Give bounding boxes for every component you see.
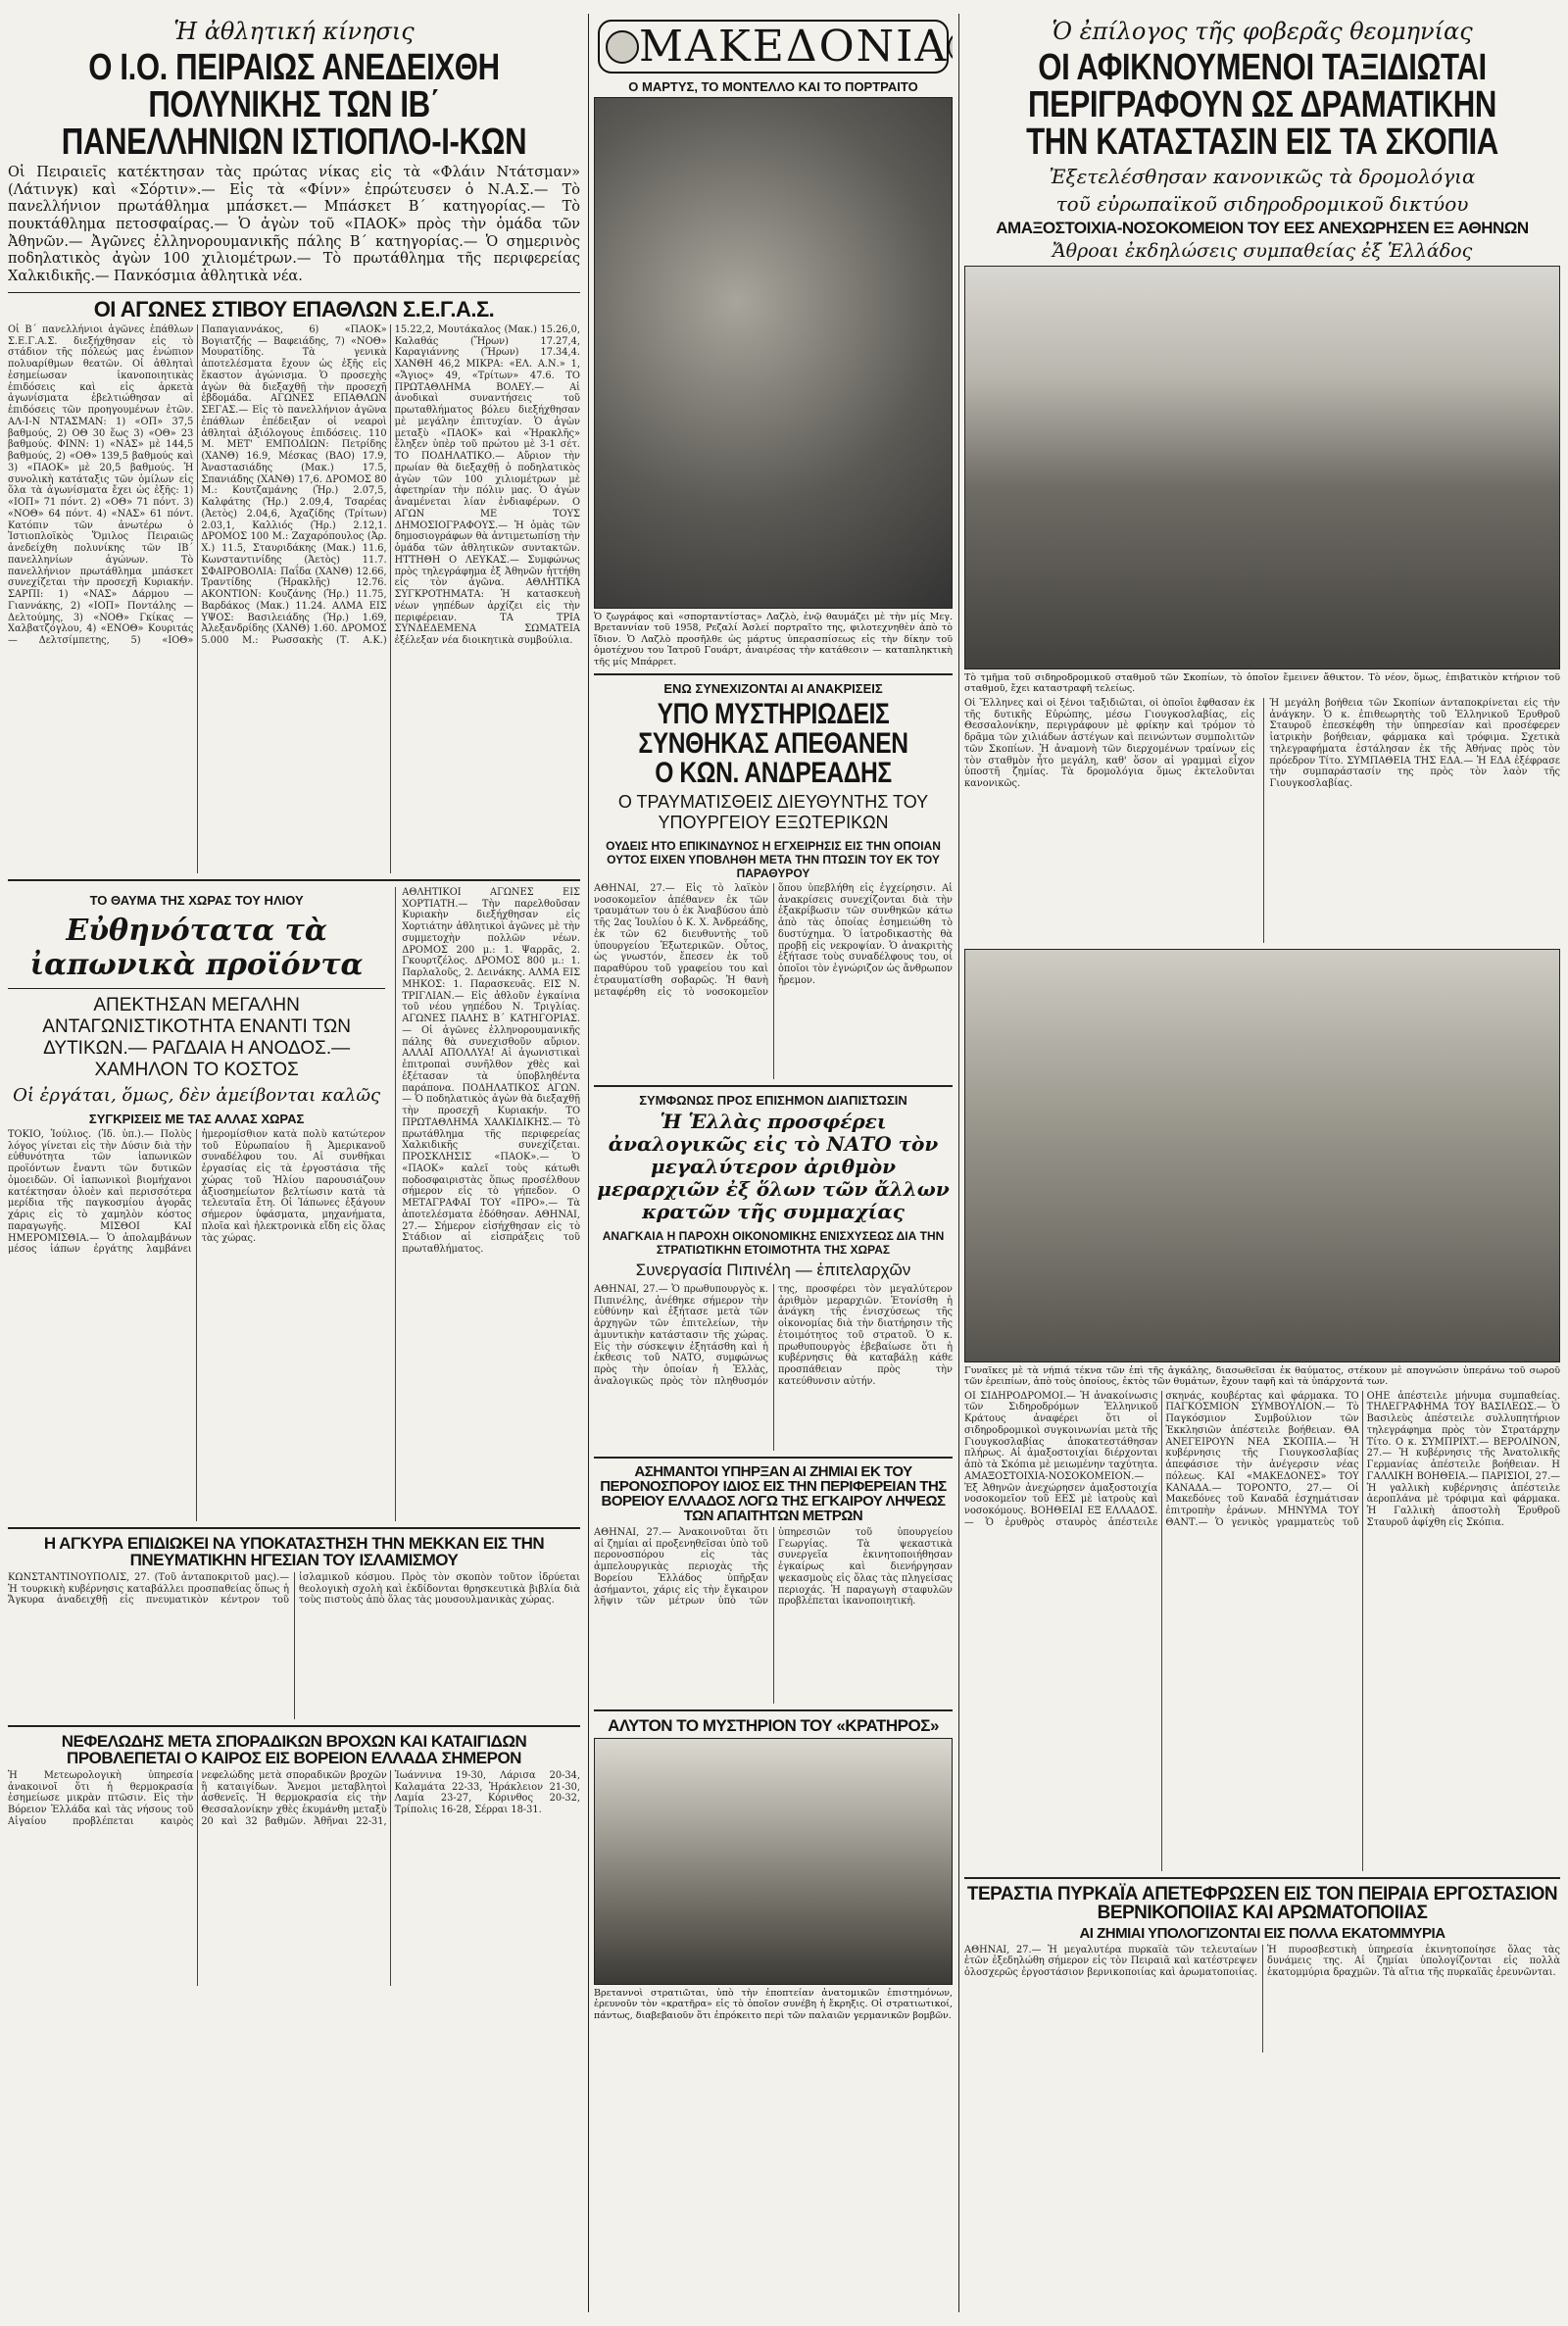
sports-kicker: Ἡ ἀθλητική κίνησις [173, 18, 415, 45]
inquiry-headline: ΥΠΟ ΜΥΣΤΗΡΙΩΔΕΙΣ ΣΥΝΘΗΚΑΣ ΑΠΕΘΑΝΕΝ Ο ΚΩΝ. ΑΝΔΡΕΑΔΗΣ [638, 697, 908, 789]
nato-kicker: ΣΥΜΦΩΝΩΣ ΠΡΟΣ ΕΠΙΣΗΜΟΝ ΔΙΑΠΙΣΤΩΣΙΝ [639, 1092, 907, 1108]
sports-body-text: ΑΘΛΗΤΙΚΟΙ ΑΓΩΝΕΣ ΕΙΣ ΧΟΡΤΙΑΤΗ.— Τὴν παρελθοῦσαν Κυριακὴν διεξήχθησαν εἰς Χορτιάτην ἀθλητικοὶ ἀγῶνες μὲ τὴν συμμετοχὴν πολλῶν νέων. ΔΡΟΜΟΣ 200 μ.: 1. Ψαρρᾶς, 2. Γκουρτζέλος. ΔΡΟΜΟΣ 800 μ.: 1. Παρλαλοῦς, 2. Δεινάκης. ΑΛΜΑ ΕΙΣ ΜΗΚΟΣ: 1. Παρασκευᾶς. ΕΙΣ Ν. ΤΡΙΓΛΙΑΝ.— Εἰς ἀθλοῦν ἐγκαίνια τοῦ νέου γηπέδου Ν. Τριγλίας. ΑΓΩΝΕΣ ΠΑΛΗΣ Β΄ ΚΑΤΗΓΟΡΙΑΣ.— Οἱ ἀγῶνες ἐλληνορουμανικῆς πάλης θὰ συνεχισθοῦν αὔριον. [402, 886, 580, 1048]
quake-body-text: ΟΙ ΣΙΔΗΡΟΔΡΟΜΟΙ.— Ἡ ἀνακοίνωσις τῶν Σιδηροδρόμων Ἑλληνικοῦ Κράτους ἀναφέρει ὅτι οἱ σιδηροδρομικοὶ συγκοινωνίαι μετὰ τῆς Γιουγκοσλαβίας ἀποκατεστάθησαν πλήρως. Αἱ ἀμαξοστοιχίαι διέρχονται ἀπὸ τὰ Σκόπια μὲ μειωμένην ταχύτητα. ΑΜΑΞΟΣΤΟΙΧΙΑ-ΝΟΣΟΚΟΜΕΙΟΝ.— Ἐξ Ἀθηνῶν ἀνεχώρησεν ἀμαξοστοιχία νοσοκομεῖον τοῦ ΕΕΣ μὲ ἰατροὺς καὶ νοσοκόμους. ΒΟΗΘΕΙΑΙ ΕΞ ΕΛΛΑΔΟΣ.— Ὁ ἐρυθρὸς σταυρὸς ἀπέστειλε σκηνάς, κουβέρτας καὶ φάρμακα. [964, 1390, 1339, 1528]
quake-body-1: Οἱ Ἕλληνες καὶ οἱ ξένοι ταξιδιῶται, οἱ ὁποῖοι ἔφθασαν ἐκ τῆς δυτικῆς Εὐρώπης, μέσω Γιουγκοσλαβίας, εἰς Θεσσαλονίκην, περιγράφουν μὲ φρίκην καὶ τρόμον τὸ δρᾶμα τῶν χιλιάδων ἀστέγων καὶ πεινώντων συμπολιτῶν τῶν Σκοπίων. Ἡ ἀναμονὴ τῶν διερχομένων τραίνων εἰς τὸν σταθμὸν ἦτο μεγάλη, καθ' ὅσον αἱ γραμμαὶ εἶχον ὑποστῆ ζημίας. Τὰ δρομολόγια ὅμως ἐκτελοῦνται κανονικῶς. [964, 697, 1255, 790]
nato-subhead-2: Συνεργασία Πιπινέλη — ἐπιτελαρχῶν [635, 1260, 911, 1279]
inquiry-kicker: ΕΝΩ ΣΥΝΕΧΙΖΟΝΤΑΙ ΑΙ ΑΝΑΚΡΙΣΕΙΣ [663, 680, 883, 696]
masthead-title: ΜΑΚΕΔΟΝΙΑ [639, 22, 949, 72]
sports-body-text: ΑΛΛΑΙ ΑΠΟΛΛΥΑ! Αἱ ἀγωνιστικαὶ ἐπιτροπαὶ συνῆλθον χθὲς καὶ ἐξέτασαν τὰ ὑποβληθέντα παράπονα. ΠΟΔΗΛΑΤΙΚΟΣ ΑΓΩΝ.— Ὁ ποδηλατικὸς ἀγὼν θὰ διεξαχθῇ τὴν προσεχῆ Κυριακήν. ΤΟ ΠΡΩΤΑΘΛΗΜΑ ΧΑΛΚΙΔΙΚΗΣ.— Τὸ πρωτάθλημα τῆς περιφερείας Χαλκιδικῆς συνεχίζεται. ΠΡΟΣΚΛΗΣΙΣ «ΠΑΟΚ».— Ὁ «ΠΑΟΚ» καλεῖ τοὺς κάτωθι ποδοσφαιριστὰς ὅπως προσέλθουν σήμερον εἰς τὸ γήπεδον. Ο ΜΕΤΑΓΡΑΦΑΙ ΤΟΥ «ΠΡΟ».— Τὰ ἀποτελέσματα ἐδόθησαν. ΑΘΗΝΑΙ, 27.— Σήμερον εἰσήχθησαν εἰς τὸ Στάδιον αἱ εἰσπράξεις τοῦ πρωταθλήματος. [402, 1048, 580, 1256]
turkey-body: ΚΩΝΣΤΑΝΤΙΝΟΥΠΟΛΙΣ, 27. (Τοῦ ἀνταποκριτοῦ μας).— Ἡ τουρκικὴ κυβέρνησις καταβάλλει προσπαθείας ὅπως ἡ Ἄγκυρα ἀναδειχθῇ εἰς πνευματικὸν κέντρον τοῦ ἰσλαμικοῦ κόσμου. Πρὸς τὸν σκοπὸν τοῦτον ἱδρύεται θεολογικὴ σχολὴ καὶ ἐκδίδονται θρησκευτικὰ βιβλία διὰ τοὺς πιστοὺς ἀπὸ ὅλας τὰς μουσουλμανικὰς χώρας. [8, 1571, 580, 1607]
japan-body: ΤΟΚΙΟ, Ἰούλιος. (Ἰδ. ὑπ.).— Πολὺς λόγος γίνεται εἰς τὴν Δύσιν διὰ τὴν εὐθυνότητα τῶν ἰαπωνικῶν προϊόντων ἔναντι τῶν δυτικῶν ὁμοειδῶν. Οἱ ἰαπωνικοὶ βιομήχανοι κατέκτησαν ὁλοὲν καὶ περισσότερα μερίδια τῆς παγκοσμίου ἀγορᾶς χάρις εἰς τὸ χαμηλὸν κόστος παραγωγῆς. ΜΙΣΘΟΙ ΚΑΙ ΗΜΕΡΟΜΙΣΘΙΑ.— Ὁ ἀπολαμβάνων μέσος ἰάπων ἐργάτης λαμβάνει ἡμερομίσθιον κατὰ πολὺ κατώτερον τοῦ Εὐρωπαίου ἢ Ἀμερικανοῦ συναδέλφου του. Αἱ συνθῆκαι ἐργασίας εἰς τὰ ἐργοστάσια τῆς χώρας τοῦ Ἡλίου παρουσιάζουν ἀξιοσημείωτον βελτίωσιν κατὰ τὰ τελευταῖα ἔτη. Οἱ Ἰάπωνες ἐξάγουν σήμερον ὑφάσματα, μηχανήματα, πλοῖα καὶ ἠλεκτρονικὰ εἴδη εἰς ὅλας τὰς χώρας. [8, 1128, 386, 1256]
quake-subhead-4: Ἄθροαι ἐκδηλώσεις συμπαθείας ἐξ Ἑλλάδος [1052, 240, 1473, 262]
photo-caption-head: Ο ΜΑΡΤΥΣ, ΤΟ ΜΟΝΤΕΛΛΟ ΚΑΙ ΤΟ ΠΟΡΤΡΑΙΤΟ [628, 79, 918, 94]
survivors-caption: Γυναῖκες μὲ τὰ νήπιά τέκνα τῶν ἐπὶ τῆς ἀγκάλης, διασωθεῖσαι ἐκ θαύματος, στέκουν μὲ απογνώσιν ὑπεράνω τοῦ σωροῦ τῶν ἐρειπίων, ἀπὸ τοὺς ὁποίους, ἐκτὸς τῶν θυμάτων, ἔχουν ταφῆ καὶ τὰ ὑπάρχοντά των. [964, 1364, 1560, 1388]
turkey-headline: Η ΑΓΚΥΡΑ ΕΠΙΔΙΩΚΕΙ ΝΑ ΥΠΟΚΑΤΑΣΤΗΣΗ ΤΗΝ ΜΕΚΚΑΝ ΕΙΣ ΤΗΝ ΠΝΕΥΜΑΤΙΚΗΝ ΗΓΕΣΙΑΝ ΤΟΥ ΙΣΛΑΜΙΣΜΟΥ [43, 1533, 545, 1569]
center-column [594, 14, 953, 2312]
weather-headline: ΝΕΦΕΛΩΔΗΣ ΜΕΤΑ ΣΠΟΡΑΔΙΚΩΝ ΒΡΟΧΩΝ ΚΑΙ ΚΑΤΑΙΓΙΔΩΝ ΠΡΟΒΛΕΠΕΤΑΙ Ο ΚΑΙΡΟΣ ΕΙΣ ΒΟΡΕΙΟΝ ΕΛΛΑΔΑ ΣΗΜΕΡΟΝ [61, 1731, 527, 1767]
sports-body-text: Οἱ Β΄ πανελλήνιοι ἀγῶνες ἐπάθλων Σ.Ε.Γ.Α.Σ. διεξήχθησαν εἰς τὸ στάδιον τῆς πόλεώς μας ἐνώπιον πολυαρίθμων θεατῶν. Οἱ ἀθληταὶ ἐσημείωσαν ἱκανοποιητικὰς ἐπιδόσεις καὶ εἰς ἀρκετὰ ἀγωνίσματα ἐβελτιώθησαν αἱ ἐπιδόσεις τῶν προηγουμένων ἐτῶν. ΑΛ-Ι-Ν ΝΤΑΣΜΑΝ: 1) «ΟΠ» 37,5 βαθμούς, 2) ΟΘ 30 ἕως 3) «ΟΘ» 23 βαθμούς. ΦΙΝΝ: 1) «ΝΑΣ» μὲ 144,5 βαθμούς, 2) «ΟΘ» 139,5 βαθμούς καὶ 3) «ΠΑΟΚ» μὲ 20,5 βαθμούς. Ἡ συνολικὴ κατάταξις τῶν ὁμίλων εἰς ὅλα τὰ ἀγωνίσματα ἔχει ὡς ἑξῆς: 1) «ΙΟΠ» 71 πόντ. 2) «ΟΘ» 71 πόντ. 3) «ΝΟΘ» 64 πόντ. 4) «ΝΑΣ» 61 πόντ. Κατόπιν τῶν ἀνωτέρω ὁ Ἰστιοπλοϊκὸς Ὅμιλος Πειραιῶς ἀνεδείχθη πολυνίκης τῶν ΙΒ΄ πανελληνίων ἀγώνων. Τὸ πανελλήνιον πρωτάθλημα μπάσκετ συνεχίζεται τὴν προσεχῆ Κυριακήν. ΣΑΡΠΙ: 1) «ΝΑΣ» Δάρμου — Γιαννάκης, 2) «ΙΟΠ» Ποντάλης — Δελτούμης, 3) «ΝΟΘ» Γκίκας — Χαλβατζόγλου, 4) «ΕΝΟΘ» Κουριτάς — Δελτσίμπετης, 5) «ΙΟΘ» Παπαγιαννάκος, 6) «ΠΑΟΚ» Βογιατζής — Βαφειάδης, 7) «ΝΟΘ» Μουρατίδης. Τὰ γενικὰ ἀποτελέσματα ἔχουν ὡς ἑξῆς εἰς ἕκαστον ἀγώνισμα. Ὁ προσεχὴς ἀγὼν θὰ διεξαχθῇ τὴν προσεχῆ ἑβδομάδα. [8, 323, 387, 647]
japan-compare-head: ΣΥΓΚΡΙΣΕΙΣ ΜΕ ΤΑΣ ΑΛΛΑΣ ΧΩΡΑΣ [88, 1111, 305, 1126]
masthead-emblem-icon [948, 30, 953, 64]
quake-subhead-2: τοῦ εὐρωπαϊκοῦ σιδηροδρομικοῦ δικτύου [1055, 192, 1469, 216]
athletics-section-head: ΟΙ ΑΓΩΝΕΣ ΣΤΙΒΟΥ ΕΠΑΘΛΩΝ Σ.Ε.Γ.Α.Σ. [93, 296, 495, 322]
portrait-caption: Ὁ ζωγράφος καὶ «σπορταντίστας» Λαζλὸ, ἐνῷ θαυμάζει μὲ τὴν μίς Μεγ. Βρεταννίαν τοῦ 1958, Ρεζαλί Ἀσλεί πορτραῖτο της, φιλοτεχνηθὲν ἀπὸ τὸ ἴδιον. Ὁ Λαζλὸ προσῆλθε ὡς μάρτυς ὑπερασπίσεως εἰς τὴν δίκην τοῦ ὁμοτέχνου του Ἰατροῦ Γουάρτ, ἀναιρέσας τὴν κατάθεσιν — καταπληκτικὴ τῆς μίς Μπάρρετ. [594, 612, 953, 668]
quake-body-text: ΤΟ ΠΑΓΚΟΣΜΙΟΝ ΣΥΜΒΟΥΛΙΟΝ.— Τὸ Παγκόσμιον Συμβούλιον τῶν Ἐκκλησιῶν ἀπέστειλε βοήθειαν. ΘΑ ΑΝΕΓΕΙΡΟΥΝ ΝΕΑ ΣΚΟΠΙΑ.— Ἡ κυβέρνησις τῆς Γιουγκοσλαβίας ἀπεφάσισε τὴν ἀνέγερσιν νέας πόλεως. ΚΑΙ «ΜΑΚΕΔΟΝΕΣ» ΤΟΥ ΚΑΝΑΔΑ.— ΤΟΡΟΝΤΟ, 27.— Οἱ Μακεδόνες τοῦ Καναδᾶ ἐσχημάτισαν ἐπιτροπὴν ἐράνων. ΜΗΝΥΜΑ ΤΟΥ ΘΑΝΤ.— Ὁ γενικὸς γραμματεὺς τοῦ ΟΗΕ ἀπέστειλε μήνυμα συμπαθείας. ΤΗΛΕΓΡΑΦΗΜΑ ΤΟΥ ΒΑΣΙΛΕΩΣ.— Ὁ Βασιλεὺς ἀπέστειλε συλλυπητήριον τηλεγράφημα πρὸς τὸν Στρατάρχην Τίτο. [1165, 1390, 1560, 1528]
nato-body: ΑΘΗΝΑΙ, 27.— Ὁ πρωθυπουργὸς κ. Πιπινέλης, ἀνέθηκε σήμερον τὴν εὐθύνην καὶ ἐξήτασε μετὰ τῶν ἀρχηγῶν τῶν ἐπιτελείων, τὴν ἀμυντικὴν κατάστασιν τῆς χώρας. Εἰς τὴν σύσκεψιν ἐξητάσθη καὶ ἡ ἐκθεσις τοῦ ΝΑΤΟ, συμφώνως πρὸς τὴν ὁποίαν ἡ Ἑλλὰς, ἀναλογικῶς πρὸς τὸν πληθυσμόν της, προσφέρει τὸν μεγαλύτερον ἀριθμὸν μεραρχιῶν. Ἐτονίσθη ἡ ἀνάγκη τῆς ἐνισχύσεως τῆς οἰκονομίας διὰ τὴν διατήρησιν τῆς ἑτοιμότητος τοῦ στρατοῦ. Ὁ κ. πρωθυπουργὸς ἐβεβαίωσε ὅτι ἡ κυβέρνησις θὰ καταβάλῃ κάθε προσπάθειαν πρὸς τὴν κατεύθυνσιν αὐτήν. [594, 1283, 953, 1387]
fire-headline: ΤΕΡΑΣΤΙΑ ΠΥΡΚΑΪΑ ΑΠΕΤΕΦΡΩΣΕΝ ΕΙΣ ΤΟΝ ΠΕΙΡΑΙΑ ΕΡΓΟΣΤΑΣΙΟΝ ΒΕΡΝΙΚΟΠΟΙΙΑΣ ΚΑΙ ΑΡΩΜΑΤΟΠΟΙΙΑΣ [966, 1883, 1558, 1923]
quake-survivors-photo [964, 949, 1560, 1362]
inquiry-deck: ΟΥΔΕΙΣ ΗΤΟ ΕΠΙΚΙΝΔΥΝΟΣ Η ΕΓΧΕΙΡΗΣΙΣ ΕΙΣ ΤΗΝ ΟΠΟΙΑΝ ΟΥΤΟΣ ΕΙΧΕΝ ΥΠΟΒΛΗΘΗ ΜΕΤΑ ΤΗΝ ΠΤΩΣΙΝ ΤΟΥ ΕΚ ΤΟΥ ΠΑΡΑΘΥΡΟΥ [606, 838, 941, 880]
fire-subhead: ΑΙ ΖΗΜΙΑΙ ΥΠΟΛΟΓΙΖΟΝΤΑΙ ΕΙΣ ΠΟΛΛΑ ΕΚΑΤΟΜΜΥΡΙΑ [1079, 1924, 1446, 1942]
sports-lede: Οἱ Πειραιεῖς κατέκτησαν τὰς πρώτας νίκας εἰς τὰ «Φλάιν Ντάτσμαν» (Λάτινγκ) καὶ «Σόρτιν».— Εἰς τὰ «Φίνν» ἐπρώτευσεν ὁ Ν.Α.Σ.— Τὸ πανελλήνιον πρωτάθλημα μπάσκετ.— Μπάσκετ Β΄ κατηγορίας.— Τὸ πουκτάθλημα πετοσφαίρας.— Ὁ ἀγὼν τοῦ «ΠΑΟΚ» πρὸς τὴν ὁμάδα τῶν Ἀθηνῶν.— Ἀγῶνες ἐλληνορουμανικῆς πάλης Β΄ κατηγορίας.— Ὁ σημερινὸς ποδηλατικὸς ἀγὼν 100 χιλιομέτρων.— Τὸ πρωτάθλημα τῆς περιφερείας Χαλκιδικῆς.— Πανκόσμια ἀθλητικὰ νέα. [8, 165, 580, 285]
mildew-headline: ΑΣΗΜΑΝΤΟΙ ΥΠΗΡΞΑΝ ΑΙ ΖΗΜΙΑΙ ΕΚ ΤΟΥ ΠΕΡΟΝΟΣΠΟΡΟΥ ΙΔΙΟΣ ΕΙΣ ΤΗΝ ΠΕΡΙΦΕΡΕΙΑΝ ΤΗΣ ΒΟΡΕΙΟΥ ΕΛΛΑΔΟΣ ΛΟΓΩ ΤΗΣ ΕΓΚΑΙΡΟΥ ΛΗΨΕΩΣ ΤΩΝ ΑΠΑΙΤΗΤΩΝ ΜΕΤΡΩΝ [600, 1462, 947, 1524]
inquiry-body: ΑΘΗΝΑΙ, 27.— Εἰς τὸ λαϊκὸν νοσοκομεῖον ἀπέθανεν ἐκ τῶν τραυμάτων του ὁ ἐκ Ἀναβύσου ἀπὸ τῆς 2ας Ἰουλίου ὁ Κ. Χ. Ἀνδρεάδης, ἐκ τῶν 62 διευθυντὴς τοῦ ὑπουργείου Ἐξωτερικῶν. Οὗτος, ὡς γνωστόν, ἔπεσεν ἐκ τοῦ παραθύρου τοῦ γραφείου του καὶ ἐτραυματίσθη σοβαρῶς. Ἡ θανὴ μεταφέρθη εἰς τὸ νοσοκομεῖον ὅπου ὑπεβλήθη εἰς ἐγχείρησιν. Αἱ ἀνακρίσεις συνεχίζονται διὰ τὴν ἐξακρίβωσιν τῶν συνθηκῶν κάτω ἀπὸ τὰς ὁποίας ἐσημειώθη τὸ δυστύχημα. Ὁ ἰατροδικαστὴς θὰ προβῇ εἰς νεκροψίαν. Ὁ ἀνακριτὴς ἐξήτασε τοὺς συναδέλφους του, οἱ ὁποῖοι τὸν ἐγνώριζον ὡς ἄνθρωπον ἤρεμον. [594, 882, 953, 998]
portrait-photo [594, 97, 953, 609]
inquiry-subhead: Ο ΤΡΑΥΜΑΤΙΣΘΕΙΣ ΔΙΕΥΘΥΝΤΗΣ ΤΟΥ ΥΠΟΥΡΓΕΙΟΥ ΕΞΩΤΕΡΙΚΩΝ [617, 791, 929, 832]
quake-body-3 [964, 1391, 1560, 1871]
column-rule [588, 14, 589, 2312]
crater-photo [594, 1738, 953, 1985]
japan-headline: Εὐθηνότατα τὰ ἰαπωνικὰ προϊόντα [29, 913, 364, 982]
quake-kicker: Ὁ ἐπίλογος τῆς φοβερᾶς θεομηνίας [1052, 18, 1473, 45]
quake-headline: ΟΙ ΑΦΙΚΝΟΥΜΕΝΟΙ ΤΑΞΙΔΙΩΤΑΙ ΠΕΡΙΓΡΑΦΟΥΝ ΩΣ ΔΡΑΜΑΤΙΚΗΝ ΤΗΝ ΚΑΤΑΣΤΑΣΙΝ ΕΙΣ ΤΑ ΣΚΟΠΙΑ [1026, 47, 1498, 163]
sports-headline: Ο Ι.Ο. ΠΕΙΡΑΙΩΣ ΑΝΕΔΕΙΧΘΗ ΠΟΛΥΝΙΚΗΣ ΤΩΝ ΙΒ΄ ΠΑΝΕΛΛΗΝΙΩΝ ΙΣΤΙΟΠΛΟ-Ι-ΚΩΝ [61, 47, 527, 163]
railway-station-photo [964, 266, 1560, 669]
mildew-body: ΑΘΗΝΑΙ, 27.— Ἀνακοινοῦται ὅτι αἱ ζημίαι αἱ προξενηθεῖσαι ὑπὸ τοῦ περονοσπόρου εἰς τὰς ἀμπελουργικὰς περιοχὰς τῆς Βορείου Ἑλλάδος ὑπῆρξαν ἀσήμαντοι, χάρις εἰς τὴν ἔγκαιρον λῆψιν τῶν μέτρων ὑπὸ τῶν ὑπηρεσιῶν τοῦ ὑπουργείου Γεωργίας. Τὰ ψεκαστικὰ συνεργεῖα ἐκινητοποιήθησαν ἐγκαίρως καὶ διενήργησαν ψεκασμοὺς εἰς ὅλας τὰς πληγείσας περιοχάς. Ἡ παραγωγὴ σταφυλῶν προβλέπεται ἱκανοποιητική. [594, 1526, 953, 1608]
nato-subhead: ΑΝΑΓΚΑΙΑ Η ΠΑΡΟΧΗ ΟΙΚΟΝΟΜΙΚΗΣ ΕΝΙΣΧΥΣΕΩΣ ΔΙΑ ΤΗΝ ΣΤΡΑΤΙΩΤΙΚΗΝ ΕΤΟΙΜΟΤΗΤΑ ΤΗΣ ΧΩΡΑΣ [602, 1228, 945, 1257]
masthead-emblem-icon [606, 30, 639, 64]
japan-kicker: ΤΟ ΘΑΥΜΑ ΤΗΣ ΧΩΡΑΣ ΤΟΥ ΗΛΙΟΥ [89, 892, 304, 908]
railway-caption: Τὸ τμῆμα τοῦ σιδηροδρομικοῦ σταθμοῦ τῶν Σκοπίων, τὸ ὁποῖον ἔμεινεν ἄθικτον. Τὸ νέον, ὅμως, ἐπιβατικὸν κτήριον τοῦ σταθμοῦ, ἔχει καταστραφῆ τελείως. [964, 672, 1560, 695]
crater-caption: Βρεταννοὶ στρατιῶται, ὑπὸ τὴν ἐποπτείαν ἀνατομικῶν ἐπιστημόνων, ἐρευνοῦν τὸν «κρατῆρα» εἰς τὸ ὁποῖον συνέβη ἡ ἔκρηξις. Οἱ στρατιωτικοί, πάντως, διαβεβαιοῦν ὅτι ἐπρόκειτο περὶ τῶν παλαιῶν γερμανικῶν βομβῶν. [594, 1987, 953, 2021]
japan-subhead-2: Οἱ ἐργάται, ὅμως, δὲν ἀμείβονται καλῶς [13, 1084, 381, 1106]
quake-subhead-3: ΑΜΑΞΟΣΤΟΙΧΙΑ-ΝΟΣΟΚΟΜΕΙΟΝ ΤΟΥ ΕΕΣ ΑΝΕΧΩΡΗΣΕΝ ΕΞ ΑΘΗΝΩΝ [996, 219, 1529, 237]
quake-body-2: Ἡ μεγάλη βοήθεια τῶν Σκοπίων ἀνταποκρίνεται εἰς τὴν ἀνάγκην. Ὁ κ. ἐπιθεωρητὴς τοῦ Ἐλληνικοῦ Ἐρυθροῦ Σταυροῦ ἐπεσκέφθη τὴν ὑπηρεσίαν καὶ προσέφερεν ἰατρικὴν βοήθειαν, φάρμακα καὶ τρόφιμα. Σχετικὰ τηλεγραφήματα ἐστάλησαν ἐκ τῆς Ἀθήνας πρὸς τὸν πρόεδρον Τίτο. ΣΥΜΠΑΘΕΙΑ ΤΗΣ ΕΔΑ.— Ἡ ΕΔΑ ἐξέφρασε τὴν συμπαράστασίν της πρὸς τὸν λαὸν τῆς Γιουγκοσλαβίας. [1263, 698, 1561, 943]
crater-headline: ΑΛΥΤΟΝ ΤΟ ΜΥΣΤΗΡΙΟΝ ΤΟΥ «ΚΡΑΤΗΡΟΣ» [608, 1715, 939, 1735]
sports-body-text: ΤΟ ΠΡΩΤΑΘΛΗΜΑ ΒΟΛΕΥ.— Αἱ ἀνοδικαὶ συναντήσεις τοῦ πρωταθλήματος βόλευ διεξήχθησαν μὲ μεγάλην ἐπιτυχίαν. Ὁ ἀγὼν μεταξὺ «ΠΑΟΚ» καὶ «Ἠρακλῆς» ἔληξεν ὑπὲρ τοῦ πρώτου μὲ 3-1 σέτ. ΤΟ ΠΟΔΗΛΑΤΙΚΟ.— Αὔριον τὴν πρωίαν θὰ διεξαχθῇ ὁ ποδηλατικὸς ἀγὼν τῶν 100 χιλιομέτρων μὲ ἀφετηρίαν τὴν πόλιν μας. Ὁ ἀγὼν ἀναμένεται λίαν ἐνδιαφέρων. Ο ΑΓΩΝ ΜΕ ΤΟΥΣ ΔΗΜΟΣΙΟΓΡΑΦΟΥΣ.— Ἡ ὁμὰς τῶν δημοσιογράφων θὰ ἀντιμετωπίσῃ τὴν ὁμάδα τῶν ἀθλητικῶν συντακτῶν. ΗΤΤΗΘΗ Ο ΛΕΥΚΑΣ.— Συμφώνως πρὸς τηλεγράφημα ἐξ Ἀθηνῶν ἡττήθη εἰς τὸν ἀγῶνα. ΑΘΛΗΤΙΚΑ ΣΥΓΚΡΟΤΗΜΑΤΑ: Ἡ κατασκευὴ νέων γηπέδων ἀρχίζει εἰς τὴν περιφέρειαν. ΤΑ ΤΡΙΑ ΣΥΝΔΕΔΕΜΕΝΑ ΣΩΜΑΤΕΙΑ ἐξέλεξαν νέα διοικητικὰ συμβούλια. [394, 370, 580, 647]
nato-headline: Ἡ Ἑλλὰς προσφέρει ἀναλογικῶς εἰς τὸ ΝΑΤΟ τὸν μεγαλύτερον ἀριθμὸν μεραρχιῶν ἐξ ὅλων τῶν ἄλλων κρατῶν τῆς συμμαχίας [597, 1109, 950, 1223]
japan-subhead: ΑΠΕΚΤΗΣΑΝ ΜΕΓΑΛΗΝ ΑΝΤΑΓΩΝΙΣΤΙΚΟΤΗΤΑ ΕΝΑΝΤΙ ΤΩΝ ΔΥΤΙΚΩΝ.— ΡΑΓΔΑΙΑ Η ΑΝΟΔΟΣ.— ΧΑΜΗΛΟΝ ΤΟ ΚΟΣΤΟΣ [42, 994, 351, 1080]
column-rule [958, 14, 959, 2312]
sports-continued [395, 887, 580, 1521]
fire-body: ΑΘΗΝΑΙ, 27.— Ἡ μεγαλυτέρα πυρκαϊὰ τῶν τελευταίων ἐτῶν ἐξεδηλώθη σήμερον εἰς τὸν Πειραιᾶ καὶ κατέστρεψεν ὁλοσχερῶς ἐργοστάσιον βερνικοποιίας καὶ ἀρωματοποιίας. Ἡ πυροσβεστικὴ ὑπηρεσία ἐκινητοποίησε ὅλας τὰς δυνάμεις της. Αἱ ζημίαι ὑπολογίζονται εἰς πολλὰ ἑκατομμύρια δραχμῶν. Τὰ αἴτια τῆς πυρκαϊᾶς ἐρευνῶνται. [964, 1944, 1560, 1979]
japan-article [8, 887, 385, 1521]
sports-body-text: ΑΓΩΝΕΣ ΕΠΑΘΛΩΝ ΣΕΓΑΣ.— Εἰς τὸ πανελλήνιον ἀγῶνα ἐπάθλων ἐπέδειξαν οἱ νεαροὶ ἀθληταὶ ἀξιόλογους ἐπιδόσεις. 110 Μ. ΜΕΤ' ΕΜΠΟΔΙΩΝ: Πετρίδης (ΧΑΝΘ) 16.9, Μέσκας (ΒΑΟ) 17.9, Ἀναστασιάδης (Μακ.) 17.5, Σπανιάδης (ΧΑΝΘ) 17,6. ΔΡΟΜΟΣ 80 Μ.: Κουτζαμάνης (Ἡρ.) 2.07,5, Καλφάτης (Ἡρ.) 2.09,4, Τσαρέας (Ἀετὸς) 2.04,6, Ἀχαζίδης (Τρίτων) 2.03,1, Καλλιός (Ἡρ.) 2.12,1. ΔΡΟΜΟΣ 100 Μ.: Ζαχαρόπουλος (Ἀρ. Χ.) 11.5, Σταυριδάκης (Μακ.) 11.6, Κωνσταντινίδης (Ἀετὸς) 11.7. ΣΦΑΙΡΟΒΟΛΙΑ: Παΐδα (ΧΑΝΘ) 12.66, Τραντίδης (Ἡρακλῆς) 12.76. ΑΚΟΝΤΙΟΝ: Κουζάνης (Ἡρ.) 11.75, Βαρδάκος (Μακ.) 11.24. ΑΛΜΑ ΕΙΣ ΥΨΟΣ: Βασιλειάδης (Ἡρ.) 1.69, Ἀλεξανδρίδης (ΧΑΝΘ) 1.60. ΔΡΟΜΟΣ 5.000 Μ.: Ρωσσακὴς (Τ. Α.Κ.) 15.22,2, Μουτάκαλος (Μακ.) 15.26,0, Καλαθάς (Ἥρων) 17.27,4, Καραγιάννης (Ἥρων) 17.34,4. ΧΑΝΘΗ 46,2 ΜΙΚΡΑ: «ΕΛ. Α.Ν.» 1, «Ἄγιος» 49, «Τρίτων» 47.6. [201, 323, 580, 647]
weather-body: Ἡ Μετεωρολογικὴ ὑπηρεσία ἀνακοινοῖ ὅτι ἡ θερμοκρασία ἐσημείωσε μικρὰν πτῶσιν. Εἰς τὴν Βόρειον Ἑλλάδα καὶ τὰς νήσους τοῦ Αἰγαίου προβλέπεται καιρὸς νεφελώδης μετὰ σποραδικῶν βροχῶν ἢ καταιγίδων. Ἄνεμοι μεταβλητοὶ ἀσθενεῖς. Ἡ θερμοκρασία εἰς τὴν Θεσσαλονίκην χθὲς ἐκυμάνθη μεταξὺ 20 καὶ 32 βαθμῶν. Ἀθῆναι 22-31, Ἰωάννινα 19-30, Λάρισα 20-34, Καλαμάτα 22-33, Ἡράκλειον 21-30, Λαμία 23-27, Κόρινθος 20-32, Τρίπολις 16-28, Σέρραι 18-31. [8, 1769, 580, 1827]
quake-subhead-1: Ἐξετελέσθησαν κανονικῶς τὰ δρομολόγια [1049, 165, 1476, 188]
right-column [964, 14, 1560, 2312]
masthead [598, 20, 949, 74]
left-column [8, 14, 580, 2312]
quake-body-text: Ο κ. ΣΥΜΠΡΙΧΤ.— ΒΕΡΟΛΙΝΟΝ, 27.— Ἡ κυβέρνησις τῆς Ἀνατολικῆς Γερμανίας ἀπέστειλε βοήθειαν. Η ΓΑΛΛΙΚΗ ΒΟΗΘΕΙΑ.— ΠΑΡΙΣΙΟΙ, 27.— Ἡ γαλλικὴ κυβέρνησις ἀπέστειλε ἀεροπλάνα μὲ τρόφιμα καὶ φάρμακα. Ἡ Γαλλικὴ ἀποστολὴ Ἐρυθροῦ Σταυροῦ ἀφίχθη εἰς Σκόπια. [1366, 1436, 1560, 1528]
sports-body [8, 324, 580, 873]
